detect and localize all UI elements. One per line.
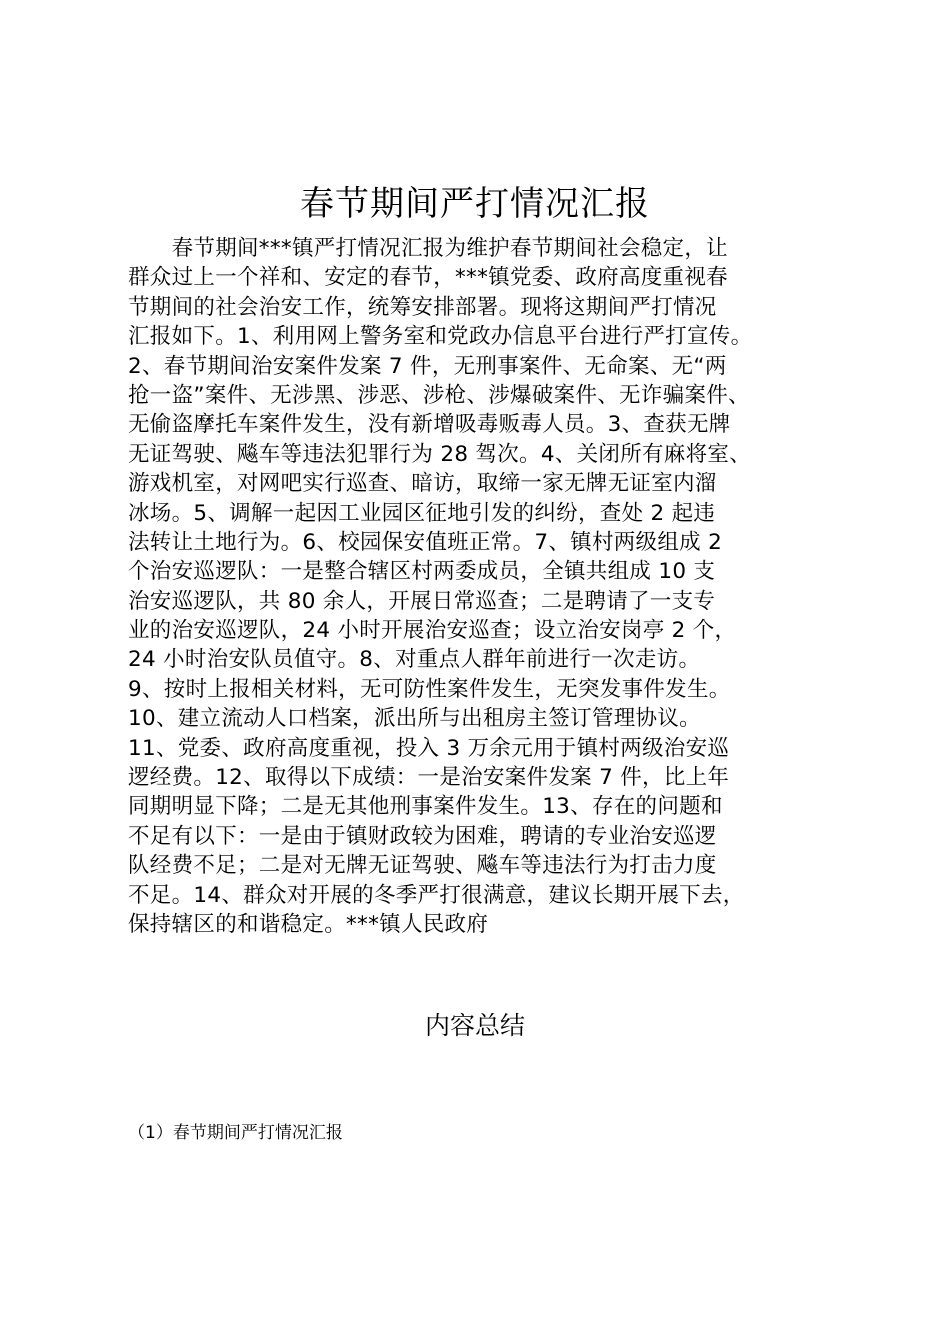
body-line: 业的治安巡逻队，24 小时开展治安巡查；设立治安岗亭 2 个， (128, 618, 737, 644)
body-line: 队经费不足；二是对无牌无证驾驶、飚车等违法行为打击力度 (128, 853, 717, 879)
body-line: 不足有以下：一是由于镇财政较为困难，聘请的专业治安巡逻 (128, 823, 717, 849)
summary-heading: 内容总结 (424, 1011, 525, 1040)
body-line: 无偷盗摩托车案件发生，没有新增吸毒贩毒人员。3、查获无牌 (128, 412, 731, 438)
body-line: 抢一盗”案件、无涉黑、涉恶、涉枪、涉爆破案件、无诈骗案件、 (128, 382, 750, 408)
body-line: 法转让土地行为。6、校园保安值班正常。7、镇村两级组成 2 (128, 529, 723, 555)
body-line: 游戏机室，对网吧实行巡查、暗访，取缔一家无牌无证室内溜 (128, 471, 717, 497)
document-body (128, 234, 858, 939)
body-line: 无证驾驶、飚车等违法犯罪行为 28 驾次。4、关闭所有麻将室、 (128, 441, 752, 467)
summary-item: （1）春节期间严打情况汇报 (128, 1123, 343, 1143)
body-line: 逻经费。12、取得以下成绩：一是治安案件发案 7 件，比上年 (128, 765, 730, 791)
body-line: 24 小时治安队员值守。8、对重点人群年前进行一次走访。 (128, 647, 701, 673)
body-line: 春节期间***镇严打情况汇报为维护春节期间社会稳定，让 (128, 236, 728, 261)
body-line: 9、按时上报相关材料，无可防性案件发生，无突发事件发生。 (128, 676, 731, 702)
body-line: 不足。14、群众对开展的冬季严打很满意，建议长期开展下去， (128, 882, 745, 908)
body-line: 节期间的社会治安工作，统筹安排部署。现将这期间严打情况 (128, 294, 717, 320)
body-line: 群众过上一个祥和、安定的春节，***镇党委、政府高度重视春 (128, 265, 728, 291)
body-line: 10、建立流动人口档案，派出所与出租房主签订管理协议。 (128, 706, 701, 732)
body-line: 同期明显下降；二是无其他刑事案件发生。13、存在的问题和 (128, 794, 723, 820)
body-line: 个治安巡逻队：一是整合辖区村两委成员，全镇共组成 10 支 (128, 559, 716, 585)
body-line: 11、党委、政府高度重视，投入 3 万余元用于镇村两级治安巡 (128, 735, 730, 761)
body-line: 保持辖区的和谐稳定。***镇人民政府 (128, 911, 489, 937)
body-line: 冰场。5、调解一起因工业园区征地引发的纠纷，查处 2 起违 (128, 500, 716, 526)
body-line: 汇报如下。1、利用网上警务室和党政办信息平台进行严打宣传。 (128, 324, 753, 350)
body-line: 2、春节期间治安案件发案 7 件，无刑事案件、无命案、无“两 (128, 353, 727, 379)
body-line: 治安巡逻队，共 80 余人，开展日常巡查；二是聘请了一支专 (128, 588, 716, 614)
document-title: 春节期间严打情况汇报 (300, 184, 650, 224)
